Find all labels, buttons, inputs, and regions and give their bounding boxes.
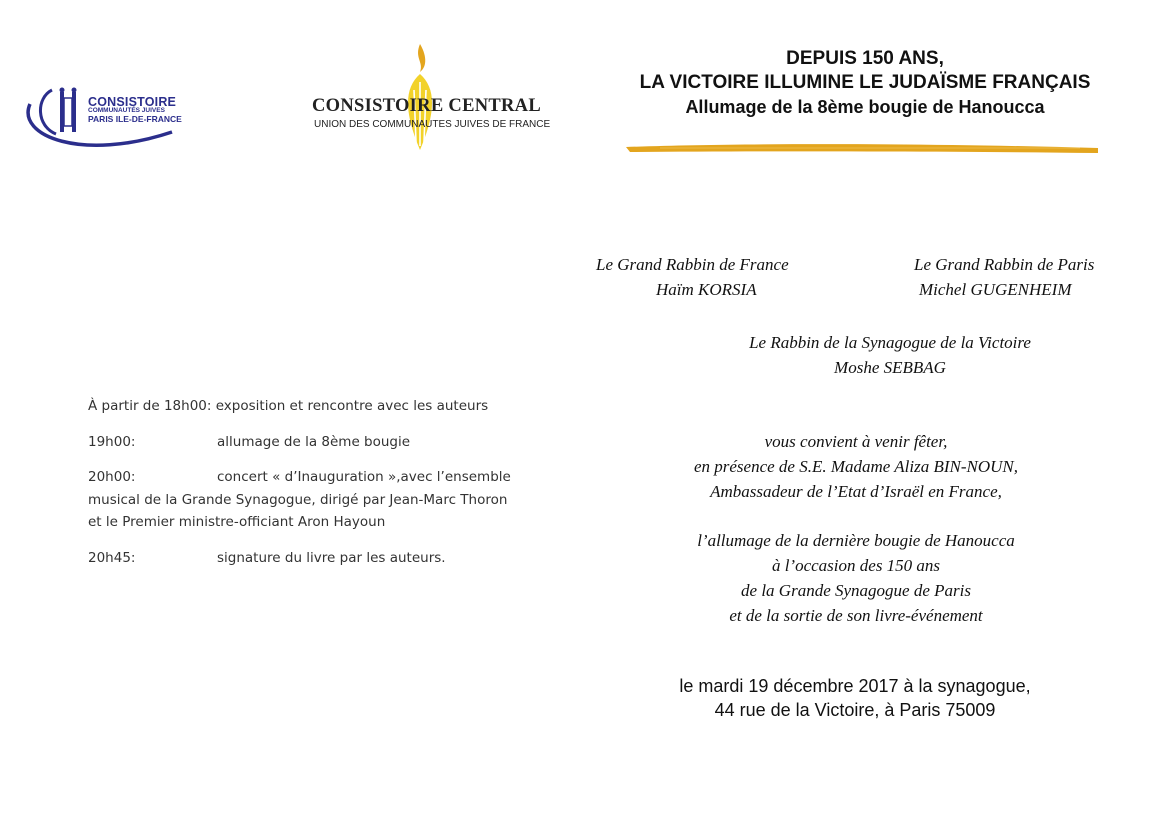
program-time: 19h00: [88,434,136,450]
invitation-para1 [606,429,1106,504]
program-time: 20h00: [88,469,136,485]
logo1-line2: COMMUNAUTÉS JUIVES [88,107,165,114]
program-row [88,550,548,570]
program-time: À partir de 18h00: [88,398,212,414]
host-left-title: Le Grand Rabbin de France [596,255,789,274]
gold-brush-stroke [620,139,1105,159]
header-line1: DEPUIS 150 ANS, [786,48,944,69]
program-row [88,398,488,414]
header-title [600,47,1130,119]
program-row [88,434,548,454]
invitation-line: à l’occasion des 150 ans [771,556,941,575]
invitation-line: en présence de S.E. Madame Aliza BIN-NOUN, [693,457,1019,476]
consistoire-central-logo [310,38,550,156]
logo1-line3: PARIS ILE-DE-FRANCE [88,114,182,124]
host-center-title: Le Rabbin de la Synagogue de la Victoire [749,333,1031,352]
invitation-line: et de la sortie de son livre-événement [729,606,983,625]
program-time: 20h45: [88,550,136,566]
invitation-line: de la Grande Synagogue de Paris [741,581,971,600]
footer-line2: 44 rue de la Victoire, à Paris 75009 [714,700,996,720]
logo2-subtitle: UNION DES COMMUNAUTES JUIVES DE FRANCE [314,119,551,130]
invitation-para2 [606,528,1106,628]
host-center [690,330,1090,380]
header-line3: Allumage de la 8ème bougie de Hanoucca [685,97,1045,117]
program-desc: signature du livre par les auteurs. [217,550,446,566]
host-right-title: Le Grand Rabbin de Paris [914,255,1095,274]
logo1-line1: CONSISTOIRE [88,95,177,109]
program-desc: concert « d’Inauguration »,avec l’ensemble [217,469,511,485]
program-desc: allumage de la 8ème bougie [217,434,411,450]
logo2-title: CONSISTOIRE CENTRAL [312,96,541,116]
invitation-line: vous convient à venir fêter, [764,432,948,451]
invitation-line: l’allumage de la dernière bougie de Hanoucca [697,531,1015,550]
event-date-location [620,674,1090,722]
program-row [88,469,548,539]
footer-line1: le mardi 19 décembre 2017 à la synagogue, [679,676,1031,696]
host-center-name: Moshe SEBBAG [834,358,946,377]
header-line2: LA VICTOIRE ILLUMINE LE JUDAÏSME FRANÇAIS [639,72,1091,93]
program-desc-cont: et le Premier ministre-officiant Aron Hayoun [88,514,386,530]
program-desc: exposition et rencontre avec les auteurs [215,398,489,414]
consistoire-paris-logo [22,84,192,158]
invitation-line: Ambassadeur de l’Etat d’Israël en France, [710,482,1002,501]
host-left-name: Haïm KORSIA [656,280,757,299]
program-desc-cont: musical de la Grande Synagogue, dirigé par Jean-Marc Thoron [88,492,508,508]
host-right-name: Michel GUGENHEIM [919,280,1072,299]
